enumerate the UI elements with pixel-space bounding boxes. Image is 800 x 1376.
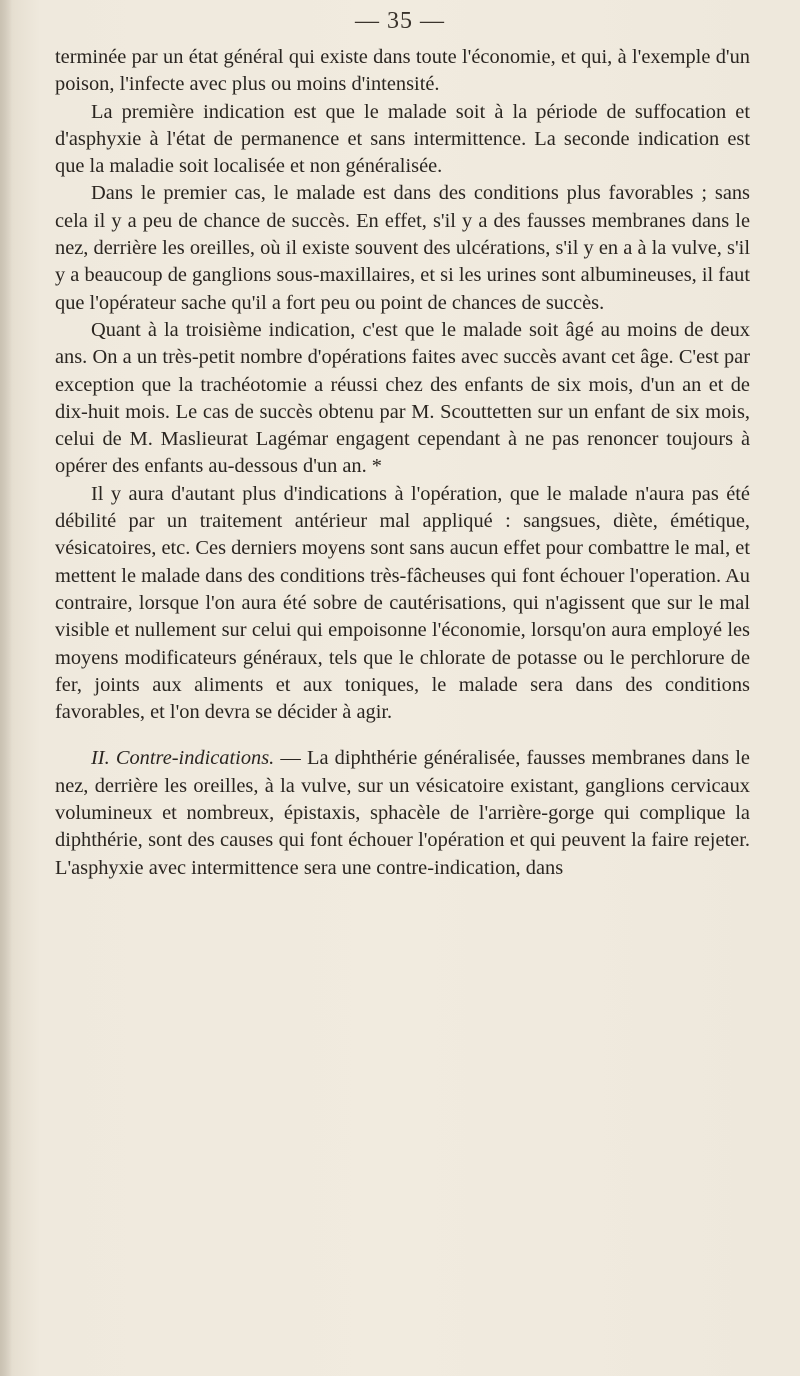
paragraph-contre-indications [55,745,750,881]
page-number: — 35 — [355,8,445,34]
paragraph-more-indications: Il y aura d'autant plus d'indications à l'opération, que le malade n'aura pas été débilité par un traitement antérieur mal appliqué : sangsues, diète, émétique, vésicatoires, etc. Ces derniers moyens sont sans aucun effet pour combattre le mal, et mettent le malade dans des conditions très-fâcheuses qui font échouer l'operation. Au contraire, lorsque l'on aura été sobre de cautérisations, qui n'agissent que sur le mal visible et nullement sur celui qui empoisonne l'économie, lorsqu'on aura employé les moyens modificateurs généraux, tels que le chlorate de potasse ou le perchlorure de fer, joints aux aliments et aux toniques, le malade sera dans des conditions favorables, et l'on devra se décider à agir. [55,482,750,724]
paragraph-continuation: terminée par un état général qui existe dans toute l'économie, et qui, à l'exemple d'un poison, l'infecte avec plus ou moins d'intensité. [55,46,750,96]
section-text: — La diphthérie généralisée, fausses membranes dans le nez, derrière les oreilles, à la vulve, sur un vésicatoire existant, ganglions cervicaux volumineux et nombreux, épistaxis, sphacèle de l'arrière-gorge qui complique la diphthérie, sont des causes qui font échouer l'opération et qui peuvent la faire rejeter. L'asphyxie avec intermittence sera une contre-indication, dans [55,747,750,879]
paragraph-first-case: Dans le premier cas, le malade est dans des conditions plus favorables ; sans cela il y a peu de chance de succès. En effet, s'il y a des fausses membranes dans le nez, derrière les oreilles, où il existe souvent des ulcérations, s'il y en a à la vulve, s'il y a beaucoup de ganglions sous-maxillaires, et si les urines sont albumineuses, il faut que l'opérateur sache qu'il a fort peu ou point de chances de succès. [55,182,750,314]
paragraph-third-indication: Quant à la troisième indication, c'est que le malade soit âgé au moins de deux ans. On a un très-petit nombre d'opérations faites avec succès avant cet âge. C'est par exception que la trachéotomie a réussi chez des enfants de six mois, d'un an et de dix-huit mois. Le cas de succès obtenu par M. Scouttetten sur un enfant de six mois, celui de M. Maslieurat Lagémar engagent cependant à ne pas renoncer toujours à opérer des enfants au-dessous d'un an. * [55,318,750,478]
paragraph-first-indication: La première indication est que le malade soit à la période de suffocation et d'asphyxie à l'état de permanence et sans intermittence. La seconde indication est que la maladie soit localisée et non généralisée. [55,100,750,178]
page-gutter-shadow [0,0,12,1376]
section-spacer [55,726,750,745]
body-text [55,44,750,882]
section-heading: II. Contre-indications. [91,747,275,770]
